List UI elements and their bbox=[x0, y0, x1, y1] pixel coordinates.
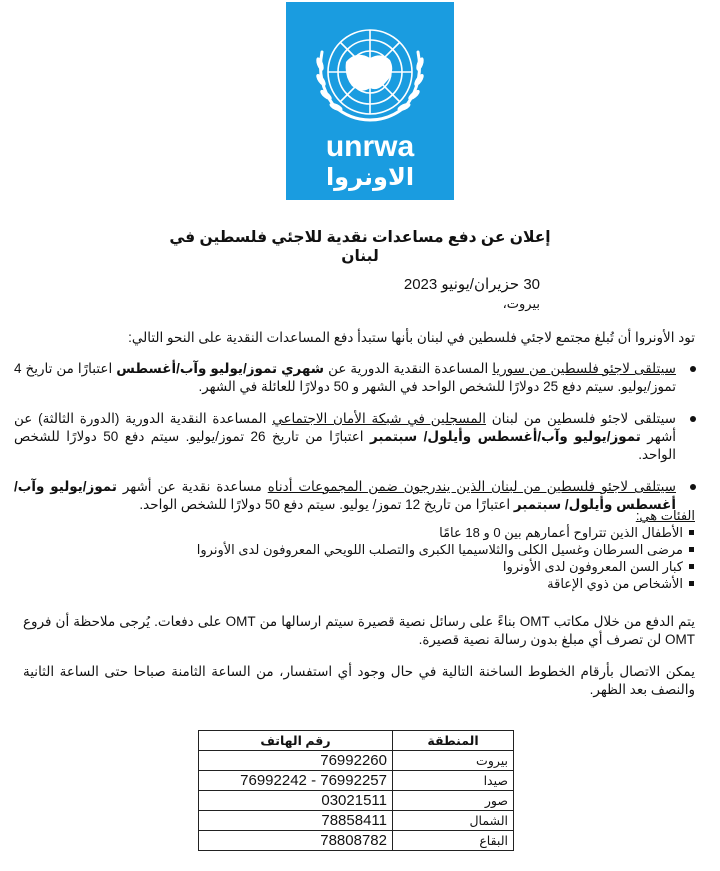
square-bullet-icon bbox=[689, 564, 694, 569]
intro-paragraph: تود الأونروا أن تُبلغ مجتمع لاجئي فلسطين في لبنان بأنها ستبدأ دفع المساعدات النقدية على النحو التالي: bbox=[128, 330, 695, 345]
hotline-table bbox=[198, 730, 514, 851]
table-row bbox=[199, 751, 514, 771]
assistance-group: سيتلقى لاجئو فلسطين من لبنان الذين يندرجون ضمن المجموعات أدناه bbox=[267, 479, 676, 494]
table-row bbox=[199, 811, 514, 831]
category-text: مرضى السرطان وغسيل الكلى والثلاسيميا الكبرى والتصلب اللويحي المعروفون لدى الأونروا bbox=[196, 542, 683, 557]
region-cell: صور bbox=[393, 791, 514, 811]
assistance-months: تموز/يوليو وآب/أغسطس وأيلول/ سبتمبر bbox=[14, 479, 676, 512]
assistance-item bbox=[14, 360, 704, 396]
phone-cell: 76992260 bbox=[199, 751, 393, 771]
un-emblem-icon bbox=[286, 2, 454, 200]
column-header-region: المنطقة bbox=[393, 731, 514, 751]
assistance-details: اعتبارًا من تاريخ 4 تموز/يوليو. سيتم دفع 25 دولارًا للشخص الواحد في الشهر و 50 دولارًا للعائلة في الشهر. bbox=[14, 361, 676, 394]
assistance-text: المساعدة النقدية الدورية عن bbox=[324, 361, 493, 376]
table-header-row bbox=[199, 731, 514, 751]
region-cell: البقاع bbox=[393, 831, 514, 851]
table-row bbox=[199, 831, 514, 851]
bullet-icon bbox=[690, 366, 696, 372]
assistance-group: المسجلين في شبكة الأمان الاجتماعي bbox=[272, 411, 486, 426]
bullet-icon bbox=[690, 484, 696, 490]
category-item bbox=[95, 575, 695, 592]
assistance-text: سيتلقى لاجئو فلسطين من لبنان bbox=[486, 411, 676, 426]
category-item bbox=[95, 524, 695, 541]
assistance-details: اعتبارًا من تاريخ 26 تموز/يوليو. سيتم دفع 50 دولارًا للشخص الواحد. bbox=[14, 429, 676, 462]
region-cell: صيدا bbox=[393, 771, 514, 791]
document-title: إعلان عن دفع مساعدات نقدية للاجئي فلسطين في لبنان bbox=[169, 229, 551, 265]
assistance-months: تموز/يوليو وآب/أغسطس وأيلول/ سبتمبر bbox=[369, 429, 641, 444]
categories-list bbox=[95, 524, 695, 592]
payment-note: يتم الدفع من خلال مكاتب OMT بناءً على رسائل نصية قصيرة سيتم ارسالها من OMT على دفعات. يُرجى ملاحظة أن فروع OMT لن تصرف أي مبلغ بدون رسالة نصية قصيرة. bbox=[23, 614, 695, 647]
assistance-list bbox=[14, 360, 704, 528]
square-bullet-icon bbox=[689, 581, 694, 586]
phone-cell: 76992257 - 76992242 bbox=[199, 771, 393, 791]
square-bullet-icon bbox=[689, 547, 694, 552]
assistance-text: المساعدة النقدية الدورية (الدورة الثالثة) عن أشهر bbox=[14, 411, 677, 444]
assistance-months: شهري تموز/يوليو وآب/أغسطس bbox=[116, 361, 325, 376]
assistance-text: مساعدة نقدية عن أشهر bbox=[116, 479, 268, 494]
logo-arabic: الاونروا bbox=[325, 163, 415, 191]
phone-cell: 78858411 bbox=[199, 811, 393, 831]
category-text: كبار السن المعروفون لدى الأونروا bbox=[502, 559, 683, 574]
assistance-item bbox=[14, 410, 704, 464]
logo-latin: unrwa bbox=[325, 130, 415, 163]
phone-cell: 03021511 bbox=[199, 791, 393, 811]
document-city: بيروت، bbox=[502, 296, 540, 311]
category-text: الأشخاص من ذوي الإعاقة bbox=[547, 576, 683, 591]
region-cell: بيروت bbox=[393, 751, 514, 771]
table-row bbox=[199, 771, 514, 791]
phone-cell: 78808782 bbox=[199, 831, 393, 851]
categories-title: الفئات هي: bbox=[635, 508, 695, 523]
square-bullet-icon bbox=[689, 530, 694, 535]
category-item bbox=[95, 541, 695, 558]
hotline-note: يمكن الاتصال بأرقام الخطوط الساخنة التالية في حال وجود أي استفسار، من الساعة الثامنة صباحا حتى الساعة الثانية والنصف بعد الظهر. bbox=[23, 664, 695, 697]
category-item bbox=[95, 558, 695, 575]
region-cell: الشمال bbox=[393, 811, 514, 831]
assistance-item bbox=[14, 478, 704, 514]
unrwa-logo bbox=[286, 2, 454, 200]
bullet-icon bbox=[690, 416, 696, 422]
column-header-phone: رقم الهاتف bbox=[199, 731, 393, 751]
assistance-details: اعتبارًا من تاريخ 12 تموز/ يوليو. سيتم دفع 50 دولارًا للشخص الواحد. bbox=[139, 497, 514, 512]
table-row bbox=[199, 791, 514, 811]
category-text: الأطفال الذين تتراوح أعمارهم بين 0 و 18 عامًا bbox=[439, 525, 683, 540]
document-date: 30 حزيران/يونيو 2023 bbox=[403, 276, 540, 293]
assistance-group: سيتلقى لاجئو فلسطين من سوريا bbox=[492, 361, 676, 376]
